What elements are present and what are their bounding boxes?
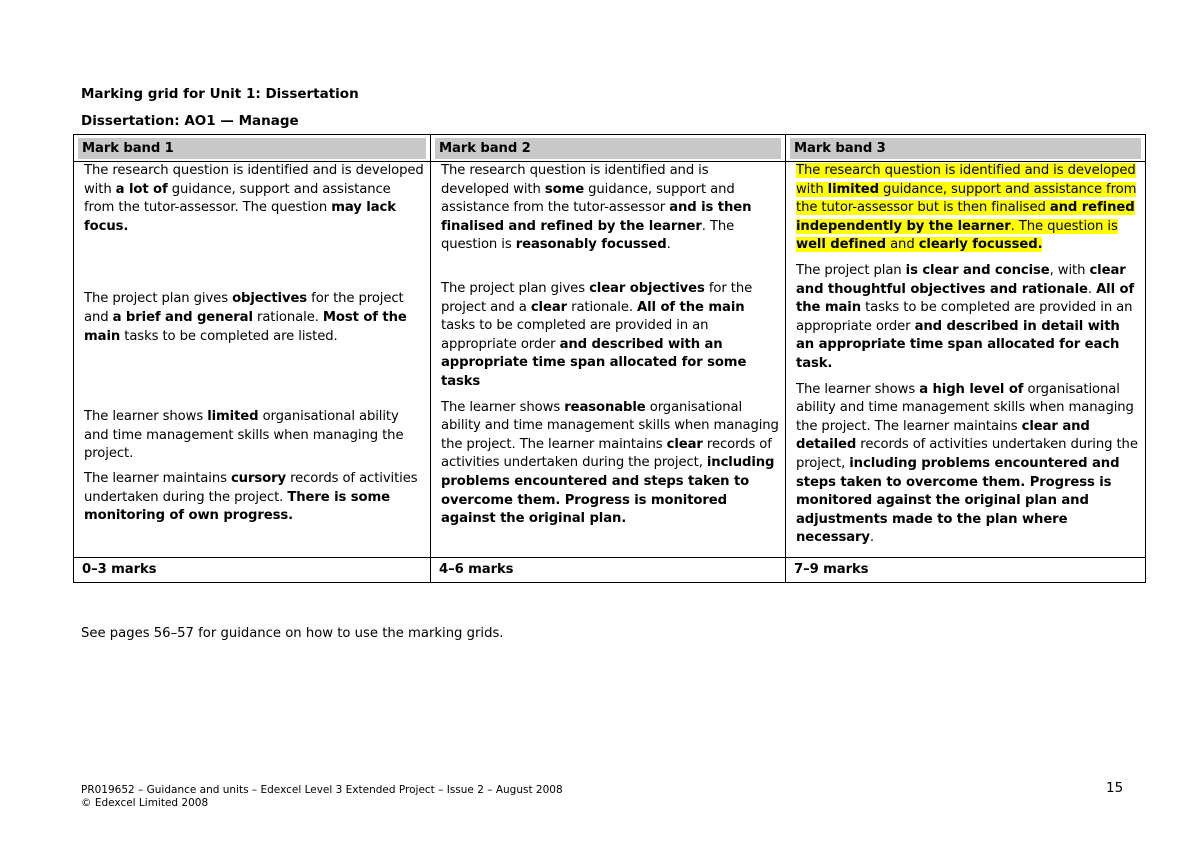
- table-row: [74, 162, 1146, 558]
- header-label: Mark band 1: [78, 138, 426, 159]
- band-3-plan-text: The project plan is clear and concise, with clear and thoughtful objectives and rationale. All of the main tasks to be completed are provided in an appropriate order and described in detail with an appropriate time span allocated for each task.: [796, 262, 1135, 371]
- header-cell-band-3: [786, 135, 1146, 162]
- page-number: 15: [1106, 780, 1124, 796]
- marking-grid-table: [73, 134, 1146, 583]
- band-2-plan-text: The project plan gives clear objectives for the project and a clear rationale. All of the main tasks to be completed are provided in an appropriate order and described with an appropriate time span allocated for some tasks: [441, 280, 753, 389]
- footer-copyright: © Edexcel Limited 2008: [81, 797, 209, 809]
- band-1-plan-text: The project plan gives objectives for the project and a brief and general rationale. Most of the main tasks to be completed are listed.: [84, 291, 407, 344]
- marks-row: [74, 558, 1146, 583]
- band-1-marks: 0–3 marks: [74, 558, 431, 583]
- section-subtitle: Dissertation: AO1 — Manage: [81, 113, 299, 129]
- footer-document-reference: PR019652 – Guidance and units – Edexcel Level 3 Extended Project – Issue 2 – August 2008: [81, 784, 563, 796]
- header-label: Mark band 3: [790, 138, 1141, 159]
- header-label: Mark band 2: [435, 138, 781, 159]
- band-3-marks: 7–9 marks: [786, 558, 1146, 583]
- band-2-organisation-text: The learner shows reasonable organisational ability and time management skills when managing the project. The learner maintains clear records of activities undertaken during the project, including problems encountered and steps taken to overcome them. Progress is monitored against the original plan.: [441, 399, 779, 527]
- band-1-criteria-cell: [74, 162, 431, 558]
- header-cell-band-2: [431, 135, 786, 162]
- band-1-organisation-text: The learner shows limited organisational ability and time management skills when managing the project.: [84, 409, 404, 462]
- guidance-note: See pages 56–57 for guidance on how to use the marking grids.: [81, 626, 504, 641]
- footer: [81, 784, 563, 810]
- band-1-records-text: The learner maintains cursory records of activities undertaken during the project. There is some monitoring of own progress.: [84, 470, 418, 524]
- band-3-criteria-cell: [786, 162, 1146, 558]
- band-2-question-text: The research question is identified and is developed with some guidance, support and assistance from the tutor-assessor and is then finalised and refined by the learner. The question is reasonably focussed.: [441, 163, 752, 253]
- band-2-marks: 4–6 marks: [431, 558, 786, 583]
- band-3-question-text: The research question is identified and is developed with limited guidance, support and assistance from the tutor-assessor but is then finalised and refined independently by the learner. The question is well defined and clearly focussed.: [796, 163, 1137, 253]
- page-title: Marking grid for Unit 1: Dissertation: [81, 86, 359, 102]
- band-2-criteria-cell: [431, 162, 786, 558]
- table-header-row: [74, 135, 1146, 162]
- band-3-organisation-text: The learner shows a high level of organisational ability and time management skills when managing the project. The learner maintains clear and detailed records of activities undertaken during the project, including problems encountered and steps taken to overcome them. Progress is monitored against the original plan and adjustments made to the plan where necessary.: [796, 381, 1138, 546]
- header-cell-band-1: [74, 135, 431, 162]
- band-1-question-text: The research question is identified and is developed with a lot of guidance, support and assistance from the tutor-assessor. The question may lack focus.: [84, 163, 424, 234]
